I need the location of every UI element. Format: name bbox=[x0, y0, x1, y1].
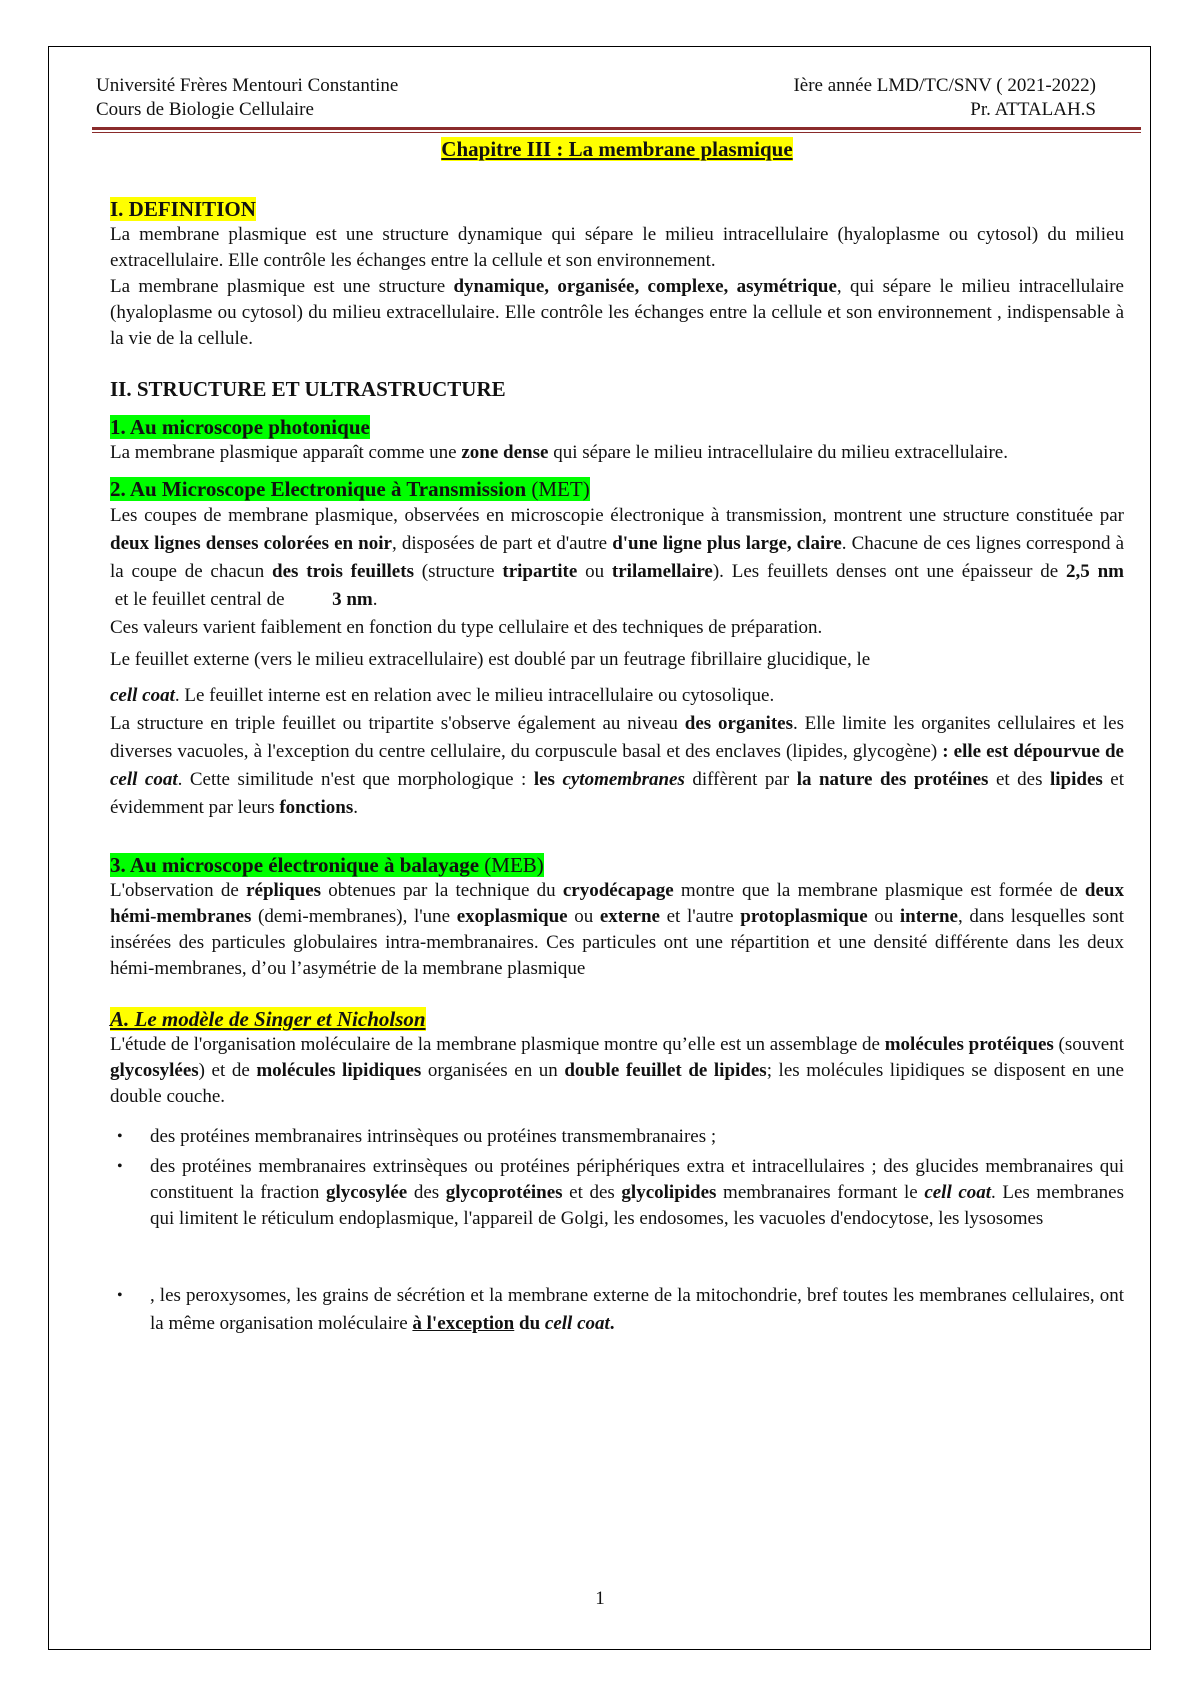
definition-paragraph-2: La membrane plasmique est une structure dynamique, organisée, complexe, asymétrique, qui sépare le milieu intracellulaire (hyaloplasme ou cytosol) du milieu extracellulaire. Elle contrôle les échanges entre la cellule et son environnement , indispensable à la vie de la cellule. bbox=[110, 276, 1124, 349]
met-paragraph-1: Les coupes de membrane plasmique, observées en microscopie électronique à transmission, montrent une structure constituée par deux lignes denses colorées en noir, disposées de part et d'autre d'une ligne plus large, claire. Chacune de ces lignes correspond à la coupe de chacun des trois feuillets (structure tripartite ou trilamellaire). Les feuillets denses ont une épaisseur de 2,5 nm et le feuillet central de 3 nm. bbox=[110, 505, 1124, 610]
met-paragraph-2: Ces valeurs varient faiblement en fonction du type cellulaire et des techniques de préparation. bbox=[110, 617, 823, 638]
met-paragraph-3: Le feuillet externe (vers le milieu extracellulaire) est doublé par un feutrage fibrillaire glucidique, le bbox=[110, 649, 871, 670]
header-university: Université Frères Mentouri Constantine bbox=[96, 75, 399, 96]
header-course: Cours de Biologie Cellulaire bbox=[96, 99, 314, 120]
subsection-meb-heading: 3. Au microscope électronique à balayage (MEB) bbox=[110, 853, 544, 877]
document-body bbox=[110, 136, 1124, 1342]
subsection-photonic-heading: 1. Au microscope photonique bbox=[110, 415, 370, 439]
list-item: • des protéines membranaires intrinsèques ou protéines transmembranaires ; bbox=[150, 1124, 1124, 1150]
bullet-icon: • bbox=[117, 1128, 123, 1145]
list-item: • des protéines membranaires extrinsèques ou protéines périphériques extra et intracellulaires ; des glucides membranaires qui constituent la fraction glycosylée des glycoprotéines et des glycolipides membranaires formant le cell coat. Les membranes qui limitent le réticulum endoplasmique, l'appareil de Golgi, les endosomes, les vacuoles d'endocytose, les lysosomes bbox=[117, 1156, 1125, 1229]
page-header bbox=[96, 74, 1096, 122]
header-rule-thick bbox=[92, 127, 1141, 130]
meb-paragraph: L'observation de répliques obtenues par la technique du cryodécapage montre que la membrane plasmique est formée de deux hémi-membranes (demi-membranes), l'une exoplasmique ou externe et l'autre protoplasmique ou interne, dans lesquelles sont insérées des particules globulaires intra-membranaires. Ces particules ont une répartition et une densité différente dans les deux hémi-membranes, d’ou l’asymétrie de la membrane plasmique bbox=[110, 880, 1124, 979]
header-rule-thin bbox=[92, 132, 1141, 133]
list-item: • , les peroxysomes, les grains de sécrétion et la membrane externe de la mitochondrie, bref toutes les membranes cellulaires, ont la même organisation moléculaire à l'exception du cell coat. bbox=[150, 1282, 1124, 1338]
subsection-met-heading: 2. Au Microscope Electronique à Transmission (MET) bbox=[110, 477, 590, 501]
section-structure-heading: II. STRUCTURE ET ULTRASTRUCTURE bbox=[110, 377, 506, 401]
subsection-singer-nicholson-heading: A. Le modèle de Singer et Nicholson bbox=[110, 1007, 426, 1031]
definition-paragraph-1: La membrane plasmique est une structure dynamique qui sépare le milieu intracellulaire (hyaloplasme ou cytosol) du milieu extracellulaire. Elle contrôle les échanges entre la cellule et son environnement. bbox=[110, 224, 1124, 271]
section-definition-heading: I. DEFINITION bbox=[110, 197, 256, 221]
header-year: Ière année LMD/TC/SNV ( 2021-2022) bbox=[793, 75, 1096, 96]
met-block bbox=[110, 502, 1124, 822]
met-paragraph-5: La structure en triple feuillet ou tripartite s'observe également au niveau des organites. Elle limite les organites cellulaires et les diverses vacuoles, à l'exception du centre cellulaire, du corpuscule basal et des enclaves (lipides, glycogène) : elle est dépourvue de cell coat. Cette similitude n'est que morphologique : les cytomembranes diffèrent par la nature des protéines et des lipides et évidemment par leurs fonctions. bbox=[110, 713, 1125, 818]
page-number: 1 bbox=[595, 1588, 605, 1609]
met-paragraph-4: cell coat. Le feuillet interne est en relation avec le milieu intracellulaire ou cytosolique. bbox=[110, 685, 775, 706]
photonic-paragraph: La membrane plasmique apparaît comme une zone dense qui sépare le milieu intracellulaire du milieu extracellulaire. bbox=[110, 442, 1008, 463]
membrane-components-list bbox=[110, 1124, 1124, 1338]
singer-nicholson-paragraph: L'étude de l'organisation moléculaire de la membrane plasmique montre qu’elle est un assemblage de molécules protéiques (souvent glycosylées) et de molécules lipidiques organisées en un double feuillet de lipides; les molécules lipidiques se disposent en une double couche. bbox=[110, 1034, 1124, 1107]
bullet-icon: • bbox=[117, 1158, 123, 1175]
bullet-icon: • bbox=[117, 1287, 123, 1304]
chapter-title: Chapitre III : La membrane plasmique bbox=[441, 137, 793, 161]
header-professor: Pr. ATTALAH.S bbox=[970, 99, 1096, 120]
